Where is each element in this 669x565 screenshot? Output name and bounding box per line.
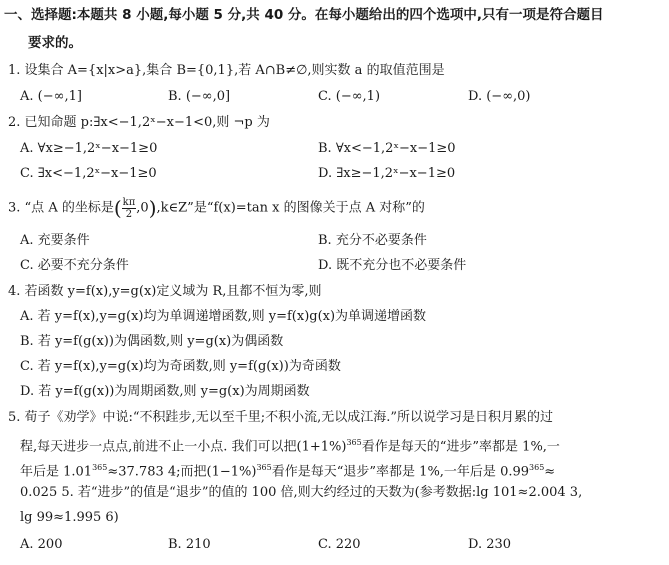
k-pi-over-2-fraction (122, 197, 137, 220)
question-5-option-a[interactable]: A. 200 (20, 537, 63, 552)
question-4-stem: 4. 若函数 y=f(x),y=g(x)定义域为 R,且都不恒为零,则 (8, 284, 322, 299)
question-3-option-a[interactable]: A. 充要条件 (20, 233, 90, 248)
question-1-option-d[interactable]: D. (−∞,0) (468, 89, 531, 104)
question-5-line-2-text-end: 看作是每天的“进步”率都是 1%,一 (361, 439, 560, 455)
question-5-stem-line-1: 5. 荀子《劝学》中说:“不积跬步,无以至千里;不积小流,无以成江海.”所以说学习是日积月累的过 (8, 410, 553, 425)
fraction-denominator: 2 (125, 208, 133, 220)
question-4-option-a[interactable]: A. 若 y=f(x),y=g(x)均为单调递增函数,则 y=f(x)g(x)为单调递增函数 (20, 309, 427, 324)
question-3-stem-middle: ,0 (136, 200, 149, 216)
question-5-stem-line-3 (20, 459, 555, 481)
exponent-365: 365 (92, 463, 108, 472)
question-5-line-2-text: 程,每天进步一点点,前进不止一小点. 我们可以把(1+1%) (20, 439, 347, 455)
question-3-option-c[interactable]: C. 必要不充分条件 (20, 258, 129, 273)
question-3-stem (8, 193, 425, 224)
question-5-option-c[interactable]: C. 220 (318, 537, 361, 552)
question-2-stem: 2. 已知命题 p:∃x<−1,2ˣ−x−1<0,则 ¬p 为 (8, 115, 270, 130)
question-2-option-a[interactable]: A. ∀x≥−1,2ˣ−x−1≥0 (20, 141, 158, 156)
question-4-option-b[interactable]: B. 若 y=f(g(x))为偶函数,则 y=g(x)为偶函数 (20, 334, 284, 349)
exponent-365: 365 (529, 463, 545, 472)
question-1-stem: 1. 设集合 A={x|x>a},集合 B={0,1},若 A∩B≠∅,则实数 a 的取值范围是 (8, 63, 445, 78)
question-3-stem-end: ,k∈Z”是“f(x)=tan x 的图像关于点 A 对称”的 (156, 200, 425, 216)
question-3-option-b[interactable]: B. 充分不必要条件 (318, 233, 427, 248)
exponent-365: 365 (256, 463, 272, 472)
question-5-stem-line-2 (20, 434, 560, 456)
section-title-continued: 要求的。 (28, 35, 82, 51)
question-4-option-d[interactable]: D. 若 y=f(g(x))为周期函数,则 y=g(x)为周期函数 (20, 384, 310, 399)
question-5-option-b[interactable]: B. 210 (168, 537, 211, 552)
question-4-option-c[interactable]: C. 若 y=f(x),y=g(x)均为奇函数,则 y=f(g(x))为奇函数 (20, 359, 341, 374)
question-5-stem-line-4: 0.025 5. 若“进步”的值是“退步”的值的 100 倍,则大约经过的天数为(参考数据:lg 101≈2.004 3, (20, 485, 583, 500)
right-paren-icon: ) (148, 196, 157, 220)
left-paren-icon: ( (113, 196, 122, 220)
question-3-stem-start: 3. “点 A 的坐标是 (8, 200, 114, 216)
exponent-365: 365 (346, 438, 362, 447)
question-5-stem-line-5: lg 99≈1.995 6) (20, 510, 119, 525)
question-2-option-d[interactable]: D. ∃x≥−1,2ˣ−x−1≥0 (318, 166, 456, 181)
question-5-line-3-text-c: 看作是每天“退步”率都是 1%,一年后是 0.99 (271, 464, 530, 480)
question-1-option-c[interactable]: C. (−∞,1) (318, 89, 381, 104)
question-2-option-b[interactable]: B. ∀x<−1,2ˣ−x−1≥0 (318, 141, 456, 156)
section-title: 一、选择题:本题共 8 小题,每小题 5 分,共 40 分。在每小题给出的四个选项中,只有一项是符合题目 (4, 7, 604, 23)
question-5-line-3-text-d: ≈ (544, 464, 556, 480)
question-5-line-3-text-b: ≈37.783 4;而把(1−1%) (107, 464, 257, 480)
question-1-option-b[interactable]: B. (−∞,0] (168, 89, 231, 104)
question-3-option-d[interactable]: D. 既不充分也不必要条件 (318, 258, 467, 273)
question-5-option-d[interactable]: D. 230 (468, 537, 512, 552)
question-5-line-3-text-a: 年后是 1.01 (20, 464, 93, 480)
question-2-option-c[interactable]: C. ∃x<−1,2ˣ−x−1≥0 (20, 166, 157, 181)
question-1-option-a[interactable]: A. (−∞,1] (20, 89, 82, 104)
fraction-numerator: kπ (122, 196, 136, 208)
